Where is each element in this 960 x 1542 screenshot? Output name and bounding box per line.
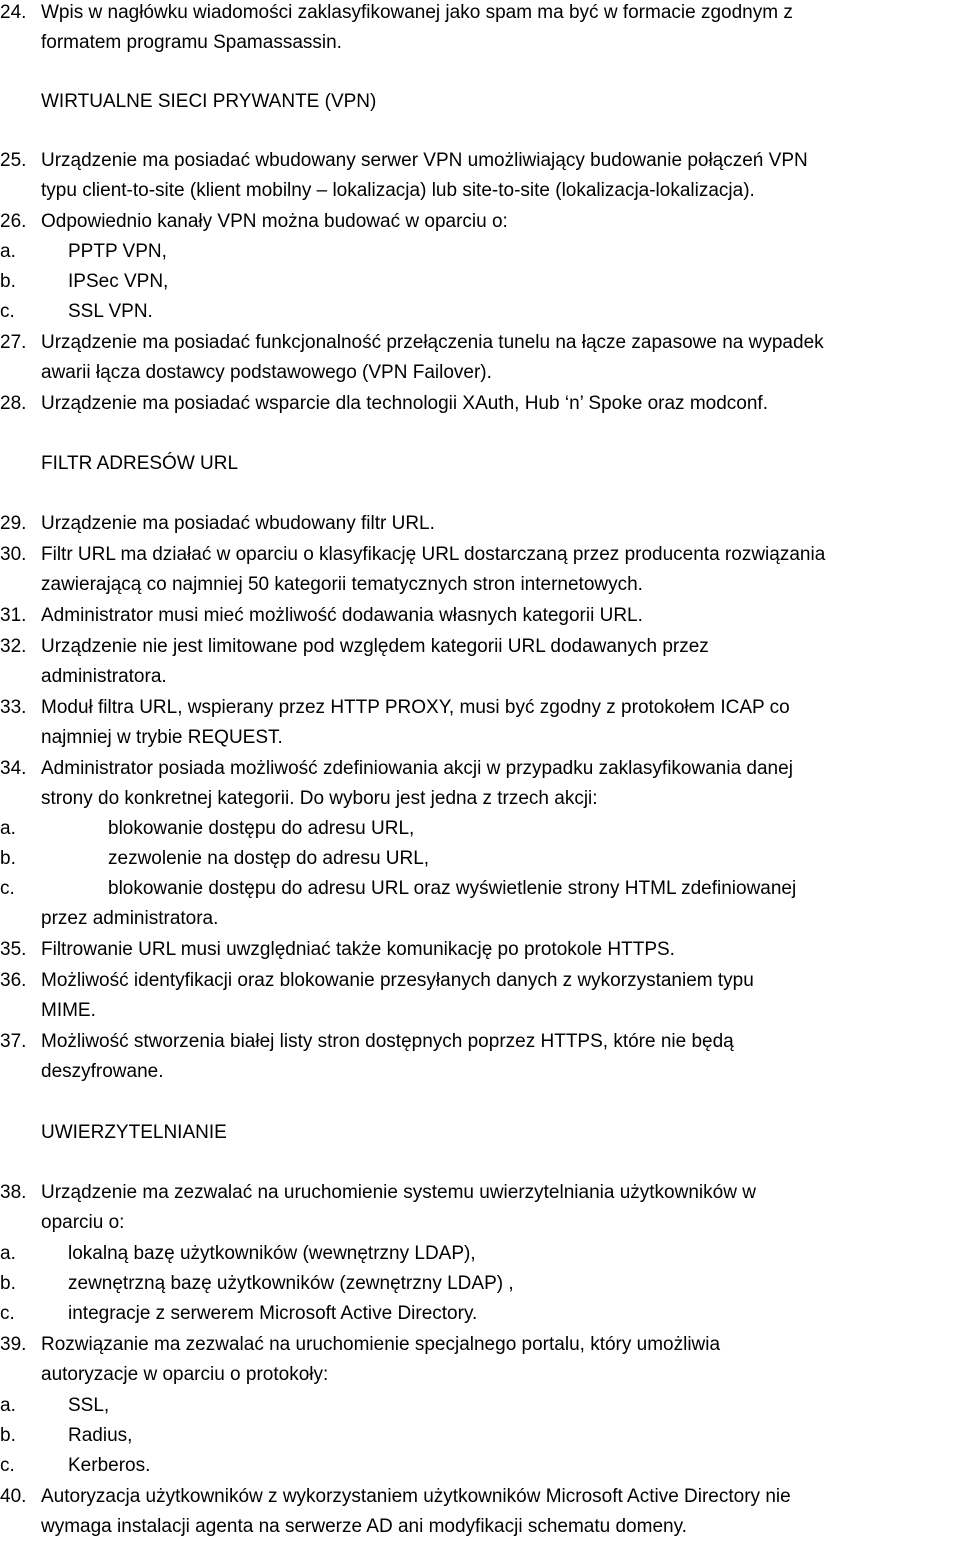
sub-item-text: IPSec VPN, [68, 271, 169, 292]
sub-item-letter: c. [0, 1455, 15, 1476]
sub-item-text: przez administratora. [41, 908, 219, 929]
item-text: Rozwiązanie ma zezwalać na uruchomienie specjalnego portalu, który umożliwia [41, 1334, 721, 1355]
sub-item-text: blokowanie dostępu do adresu URL oraz wyświetlenie strony HTML zdefiniowanej [108, 878, 797, 899]
item-text: Filtr URL ma działać w oparciu o klasyfikację URL dostarczaną przez producenta rozwiązania [41, 544, 826, 565]
item-number: 28. [0, 393, 27, 414]
item-number: 24. [0, 2, 27, 23]
item-text: formatem programu Spamassassin. [41, 32, 342, 53]
sub-item-text: Kerberos. [68, 1455, 151, 1476]
item-text: Urządzenie ma posiadać wbudowany filtr URL. [41, 513, 435, 534]
item-text: MIME. [41, 1000, 96, 1021]
item-text: najmniej w trybie REQUEST. [41, 727, 283, 748]
section-heading: UWIERZYTELNIANIE [41, 1122, 227, 1143]
item-text: Urządzenie ma posiadać wbudowany serwer VPN umożliwiający budowanie połączeń VPN [41, 150, 808, 171]
sub-item-letter: a. [0, 241, 16, 262]
item-text: zawierającą co najmniej 50 kategorii tematycznych stron internetowych. [41, 574, 643, 595]
item-text: administratora. [41, 666, 167, 687]
item-text: Filtrowanie URL musi uwzględniać także komunikację po protokole HTTPS. [41, 939, 675, 960]
item-text: awarii łącza dostawcy podstawowego (VPN Failover). [41, 362, 492, 383]
item-number: 36. [0, 970, 27, 991]
item-number: 25. [0, 150, 27, 171]
sub-item-letter: b. [0, 848, 16, 869]
sub-item-letter: a. [0, 1243, 16, 1264]
item-number: 29. [0, 513, 27, 534]
sub-item-text: SSL, [68, 1395, 110, 1416]
item-text: autoryzacje w oparciu o protokoły: [41, 1364, 329, 1385]
item-number: 33. [0, 697, 27, 718]
sub-item-text: zezwolenie na dostęp do adresu URL, [108, 848, 430, 869]
item-text: wymaga instalacji agenta na serwerze AD ani modyfikacji schematu domeny. [41, 1516, 687, 1537]
item-number: 40. [0, 1486, 27, 1507]
item-text: Administrator musi mieć możliwość dodawania własnych kategorii URL. [41, 605, 643, 626]
item-number: 26. [0, 211, 27, 232]
item-text: Moduł filtra URL, wspierany przez HTTP PROXY, musi być zgodny z protokołem ICAP co [41, 697, 790, 718]
item-number: 38. [0, 1182, 27, 1203]
item-number: 30. [0, 544, 27, 565]
item-text: Autoryzacja użytkowników z wykorzystaniem użytkowników Microsoft Active Directory nie [41, 1486, 791, 1507]
sub-item-text: integracje z serwerem Microsoft Active Directory. [68, 1303, 478, 1324]
sub-item-letter: c. [0, 301, 15, 322]
item-text: Urządzenie ma zezwalać na uruchomienie systemu uwierzytelniania użytkowników w [41, 1182, 756, 1203]
item-number: 37. [0, 1031, 27, 1052]
section-heading: FILTR ADRESÓW URL [41, 453, 239, 474]
item-number: 34. [0, 758, 27, 779]
item-text: Urządzenie ma posiadać funkcjonalność przełączenia tunelu na łącze zapasowe na wypadek [41, 332, 824, 353]
sub-item-letter: a. [0, 818, 16, 839]
sub-item-text: zewnętrzną bazę użytkowników (zewnętrzny LDAP) , [68, 1273, 514, 1294]
item-number: 27. [0, 332, 27, 353]
sub-item-letter: c. [0, 1303, 15, 1324]
item-number: 35. [0, 939, 27, 960]
sub-item-text: PPTP VPN, [68, 241, 167, 262]
item-text: deszyfrowane. [41, 1061, 164, 1082]
item-text: Wpis w nagłówku wiadomości zaklasyfikowanej jako spam ma być w formacie zgodnym z [41, 2, 793, 23]
item-number: 32. [0, 636, 27, 657]
item-text: Możliwość stworzenia białej listy stron dostępnych poprzez HTTPS, które nie będą [41, 1031, 734, 1052]
sub-item-text: Radius, [68, 1425, 133, 1446]
sub-item-letter: c. [0, 878, 15, 899]
sub-item-letter: b. [0, 1425, 16, 1446]
sub-item-letter: a. [0, 1395, 16, 1416]
item-text: oparciu o: [41, 1212, 125, 1233]
item-number: 39. [0, 1334, 27, 1355]
item-text: strony do konkretnej kategorii. Do wyboru jest jedna z trzech akcji: [41, 788, 598, 809]
item-text: Administrator posiada możliwość zdefiniowania akcji w przypadku zaklasyfikowania danej [41, 758, 793, 779]
sub-item-letter: b. [0, 271, 16, 292]
sub-item-letter: b. [0, 1273, 16, 1294]
item-text: Urządzenie nie jest limitowane pod względem kategorii URL dodawanych przez [41, 636, 709, 657]
item-text: Urządzenie ma posiadać wsparcie dla technologii XAuth, Hub ‘n’ Spoke oraz modconf. [41, 393, 768, 414]
item-text: Możliwość identyfikacji oraz blokowanie przesyłanych danych z wykorzystaniem typu [41, 970, 754, 991]
sub-item-text: SSL VPN. [68, 301, 153, 322]
section-heading: WIRTUALNE SIECI PRYWANTE (VPN) [41, 91, 377, 112]
item-number: 31. [0, 605, 27, 626]
sub-item-text: blokowanie dostępu do adresu URL, [108, 818, 415, 839]
sub-item-text: lokalną bazę użytkowników (wewnętrzny LDAP), [68, 1243, 476, 1264]
item-text: Odpowiednio kanały VPN można budować w oparciu o: [41, 211, 508, 232]
item-text: typu client-to-site (klient mobilny – lokalizacja) lub site-to-site (lokalizacja-lokalizacja). [41, 180, 755, 201]
